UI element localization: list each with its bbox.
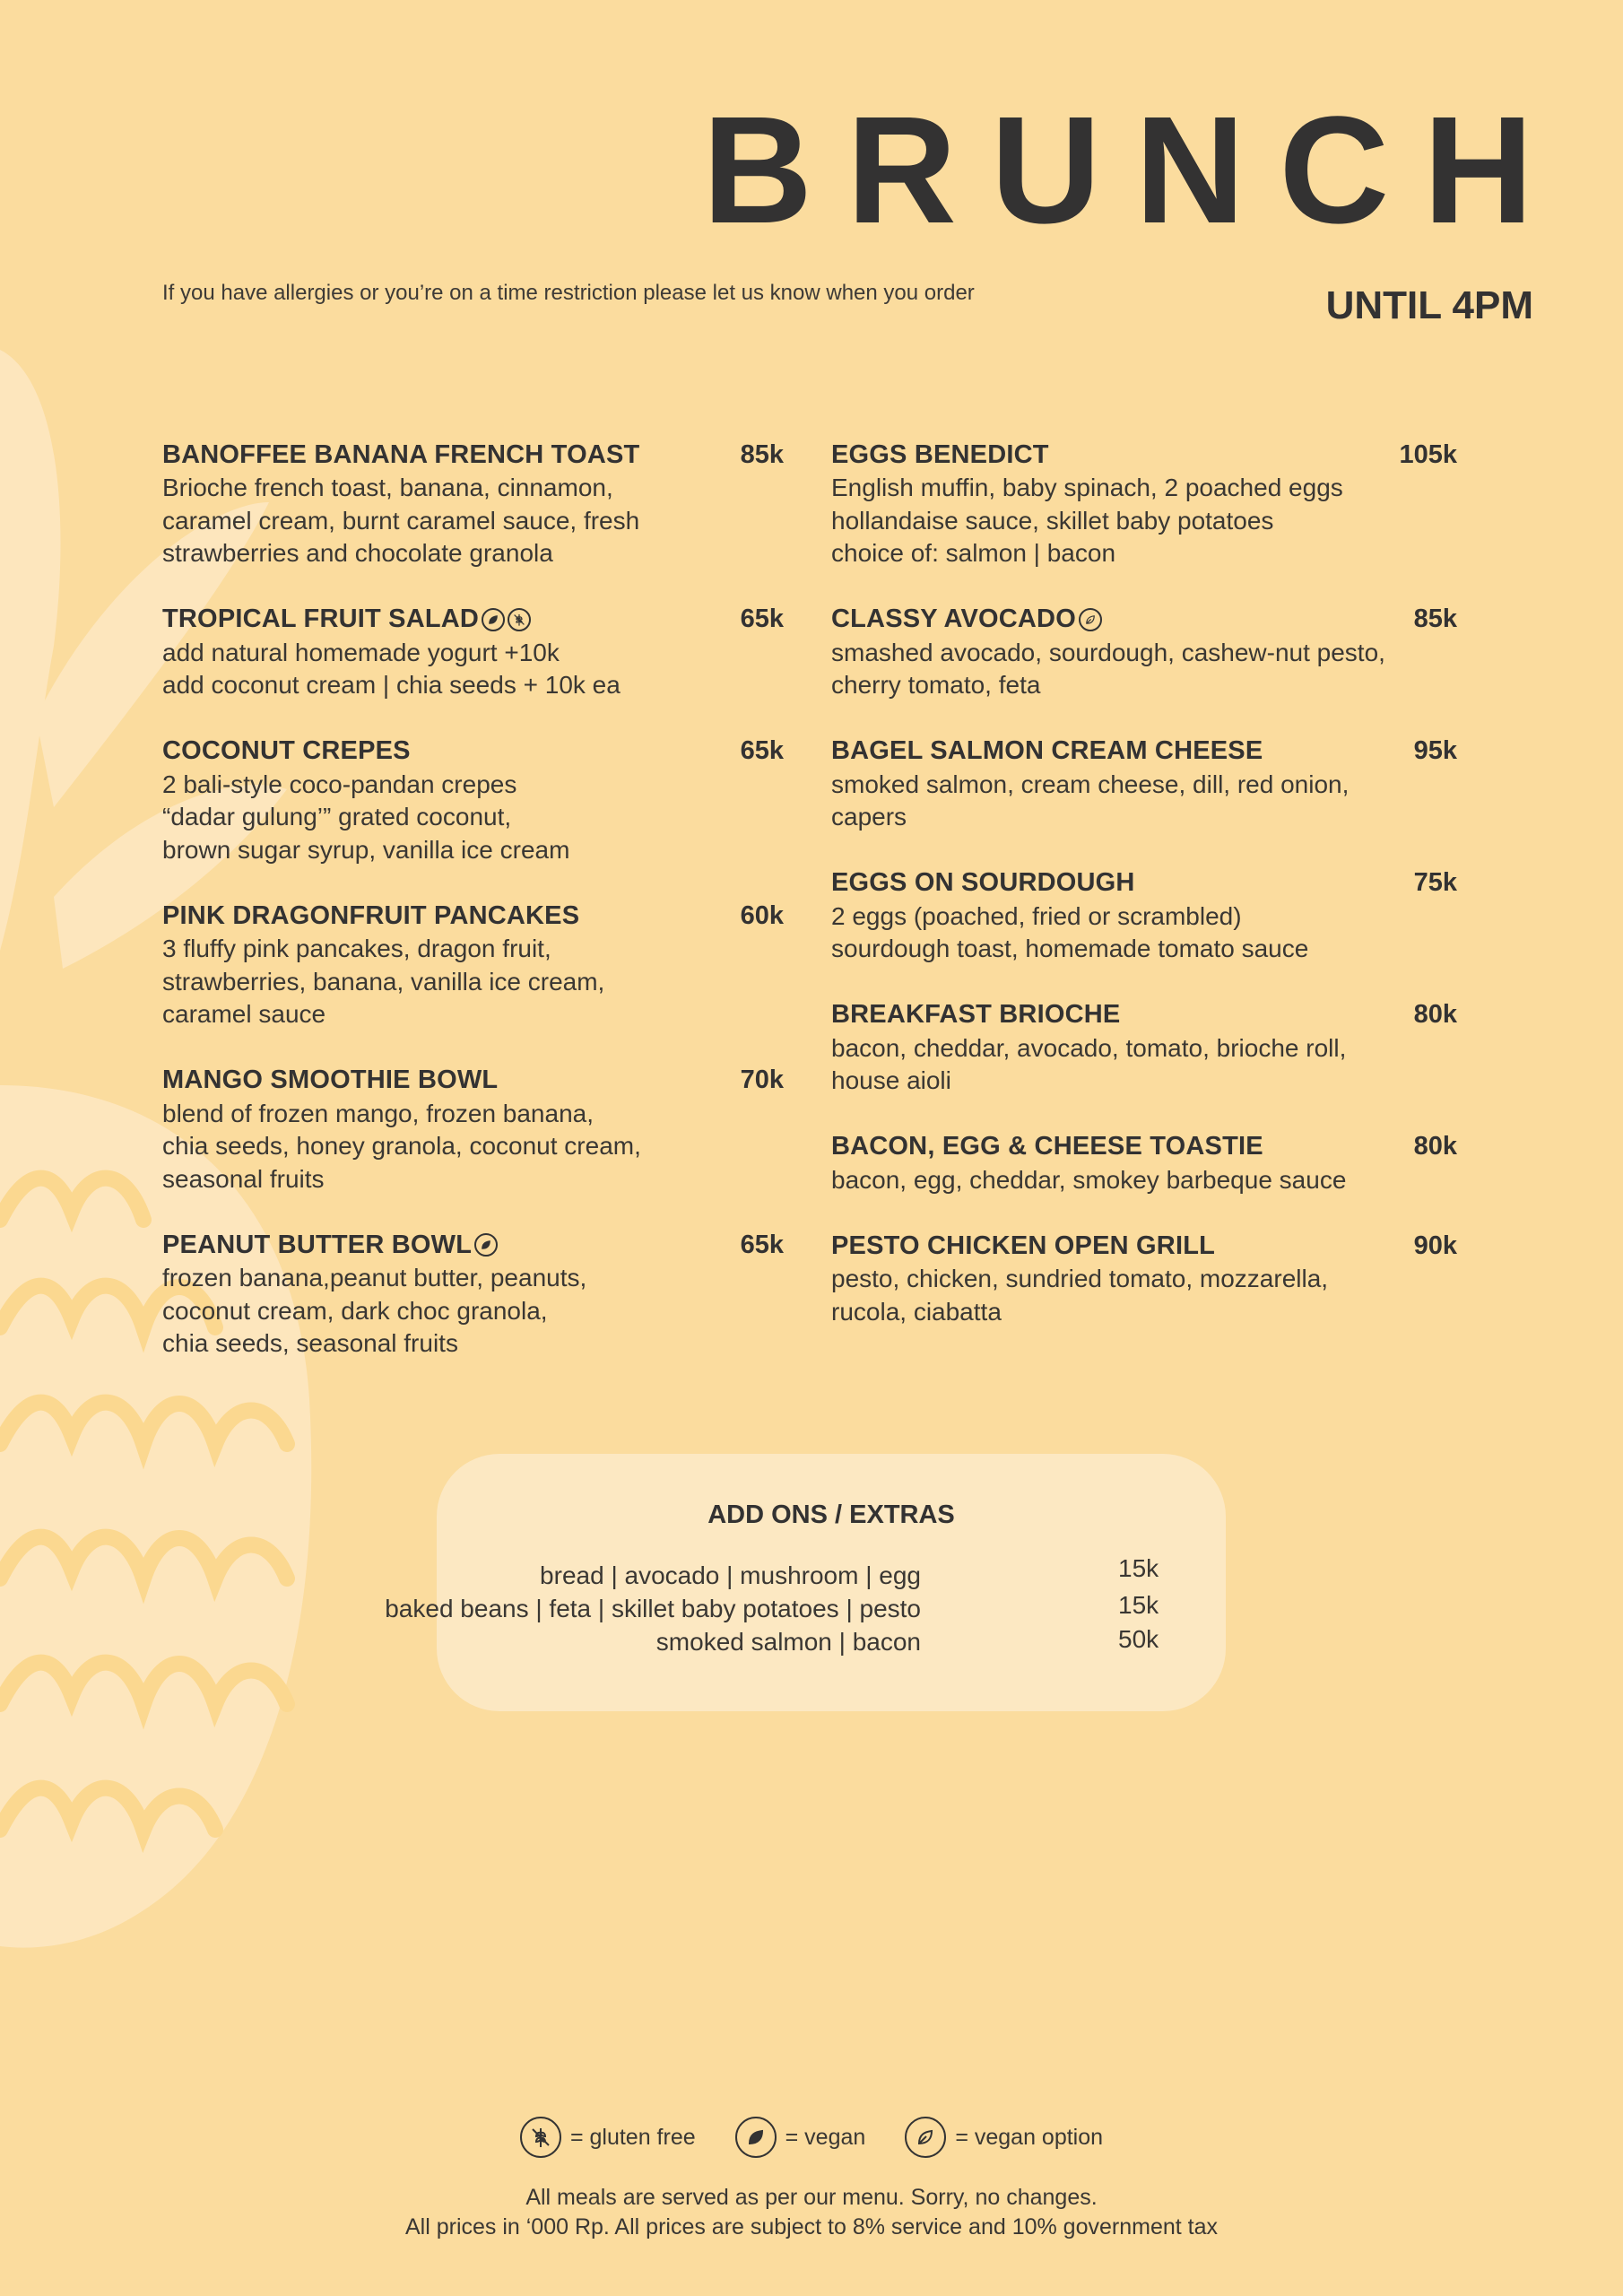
menu-item xyxy=(831,998,1457,1098)
menu-item-name-text: EGGS ON SOURDOUGH xyxy=(831,868,1135,897)
menu-item-name-text: BANOFFEE BANANA FRENCH TOAST xyxy=(162,439,640,469)
menu-item xyxy=(162,735,784,867)
menu-item-description: bacon, egg, cheddar, smokey barbeque sauce xyxy=(831,1165,1347,1194)
menu-item-description: bacon, cheddar, avocado, tomato, brioche roll, house aioli xyxy=(831,1033,1347,1094)
menu-item-header xyxy=(162,735,784,769)
menu-item xyxy=(831,438,1457,570)
vegan-icon xyxy=(735,2117,777,2158)
menu-item-header xyxy=(831,735,1457,769)
addon-row xyxy=(437,1554,1226,1597)
menu-item-name-text: MANGO SMOOTHIE BOWL xyxy=(162,1065,499,1094)
menu-item xyxy=(831,1229,1457,1328)
legend-item-vegan xyxy=(735,2117,866,2158)
menu-item-price: 95k xyxy=(1413,736,1457,765)
menu-item-name xyxy=(831,868,1135,898)
legend-label: = vegan option xyxy=(955,2124,1104,2150)
menu-item-name-text: EGGS BENEDICT xyxy=(831,439,1049,469)
menu-item-header xyxy=(831,1229,1457,1263)
menu-item-header xyxy=(831,603,1457,637)
menu-item-description: Brioche french toast, banana, cinnamon, caramel cream, burnt caramel sauce, fresh strawberries and chocolate granola xyxy=(162,474,640,567)
vegan-option-icon xyxy=(905,2117,946,2158)
addon-items: smoked salmon | bacon xyxy=(655,1628,921,1656)
page-title: BRUNCH xyxy=(702,85,1567,256)
menu-item-name xyxy=(162,604,531,634)
gluten-free-icon xyxy=(508,608,531,631)
menu-item-name-text: CLASSY AVOCADO xyxy=(831,604,1076,633)
allergy-note: If you have allergies or you’re on a time restriction please let us know when you order xyxy=(162,281,975,305)
menu-item xyxy=(162,438,784,570)
addons-title: ADD ONS / EXTRAS xyxy=(707,1500,955,1529)
footer-line: All prices in ‘000 Rp. All prices are subject to 8% service and 10% government tax xyxy=(404,2214,1218,2239)
menu-item-price: 65k xyxy=(740,736,784,765)
addon-price: 50k xyxy=(1118,1625,1159,1653)
footer-notes xyxy=(0,2183,1623,2242)
menu-item-description: blend of frozen mango, frozen banana, chia seeds, honey granola, coconut cream, seasonal fruits xyxy=(162,1099,641,1193)
menu-item xyxy=(831,1130,1457,1197)
menu-item-price: 60k xyxy=(740,900,784,930)
legend-label: = vegan xyxy=(785,2124,866,2150)
menu-item-price: 90k xyxy=(1413,1231,1457,1260)
menu-item-name-text: PINK DRAGONFRUIT PANCAKES xyxy=(162,900,580,930)
menu-item-header xyxy=(831,998,1457,1032)
menu-item-header xyxy=(831,866,1457,900)
menu-column-left xyxy=(162,438,784,1393)
menu-item-name xyxy=(831,1132,1263,1161)
menu-item-name-text: TROPICAL FRUIT SALAD xyxy=(162,604,480,633)
menu-item-price: 85k xyxy=(740,439,784,469)
menu-item-name-text: COCONUT CREPES xyxy=(162,736,411,765)
legend-item-gluten-free xyxy=(520,2117,696,2158)
footer-line: All meals are served as per our menu. Sorry, no changes. xyxy=(525,2185,1098,2210)
menu-item-name-text: PESTO CHICKEN OPEN GRILL xyxy=(831,1231,1216,1260)
menu-item-description: 2 eggs (poached, fried or scrambled) sourdough toast, homemade tomato sauce xyxy=(831,901,1309,962)
menu-item-name xyxy=(831,736,1263,766)
menu-item-header xyxy=(162,899,784,933)
menu-item-name-text: BREAKFAST BRIOCHE xyxy=(831,1000,1121,1029)
menu-item xyxy=(831,866,1457,966)
menu-item-header xyxy=(162,438,784,472)
addon-price: 15k xyxy=(1118,1554,1159,1582)
menu-item-description: frozen banana,peanut butter, peanuts, coconut cream, dark choc granola, chia seeds, seasonal fruits xyxy=(162,1264,587,1357)
menu-item-description: English muffin, baby spinach, 2 poached eggs hollandaise sauce, skillet baby potatoes choice of: salmon | bacon xyxy=(831,474,1343,567)
vegan-icon xyxy=(474,1233,498,1257)
legend-item-vegan-option xyxy=(905,2117,1103,2158)
menu-item xyxy=(831,735,1457,834)
menu-item xyxy=(831,603,1457,702)
menu-item-price: 80k xyxy=(1413,1000,1457,1029)
menu-item-price: 65k xyxy=(740,604,784,633)
addons-box xyxy=(385,1454,1226,1711)
menu-item-name xyxy=(162,440,639,470)
menu-item-price: 85k xyxy=(1413,604,1457,633)
vegan-option-icon xyxy=(1079,608,1102,631)
menu-item-header xyxy=(162,1064,784,1098)
menu-item-name-text: BAGEL SALMON CREAM CHEESE xyxy=(831,736,1263,765)
menu-item-name xyxy=(162,901,579,931)
menu-item-price: 65k xyxy=(740,1230,784,1259)
menu-item-header xyxy=(162,603,784,637)
addon-items: baked beans | feta | skillet baby potatoes | pesto xyxy=(385,1595,921,1622)
menu-item-name xyxy=(162,1065,498,1095)
menu-item-name-text: PEANUT BUTTER BOWL xyxy=(162,1230,473,1259)
menu-item-price: 75k xyxy=(1413,868,1457,897)
menu-item-header xyxy=(831,1130,1457,1164)
addon-row xyxy=(437,1625,1226,1664)
dietary-legend xyxy=(0,2117,1623,2158)
menu-item-name xyxy=(162,736,411,766)
menu-item-name xyxy=(162,1231,498,1260)
menu-item xyxy=(162,1228,784,1361)
addon-items: bread | avocado | mushroom | egg xyxy=(540,1561,921,1589)
vegan-icon xyxy=(482,608,505,631)
menu-item-name xyxy=(831,604,1102,634)
legend-label: = gluten free xyxy=(569,2124,696,2150)
menu-item-description: 2 bali-style coco-pandan crepes “dadar gulung’” grated coconut, brown sugar syrup, vanilla ice cream xyxy=(162,770,570,864)
menu-item-description: 3 fluffy pink pancakes, dragon fruit, strawberries, banana, vanilla ice cream, caramel sauce xyxy=(162,935,605,1028)
menu-item xyxy=(162,603,784,702)
menu-item-price: 105k xyxy=(1399,439,1457,469)
menu-item-description: pesto, chicken, sundried tomato, mozzarella, rucola, ciabatta xyxy=(831,1265,1329,1326)
menu-item-price: 70k xyxy=(740,1065,784,1094)
serving-hours: UNTIL 4PM xyxy=(1325,283,1533,327)
menu-item xyxy=(162,1064,784,1196)
menu-column-right xyxy=(831,438,1457,1361)
gluten-free-icon xyxy=(520,2117,561,2158)
menu-item-description: add natural homemade yogurt +10k add coconut cream | chia seeds + 10k ea xyxy=(162,638,621,699)
menu-item xyxy=(162,899,784,1031)
addon-row xyxy=(385,1591,1226,1631)
menu-item-price: 80k xyxy=(1413,1132,1457,1161)
menu-item-name xyxy=(831,1000,1120,1030)
menu-item-name xyxy=(831,1231,1215,1261)
menu-item-description: smoked salmon, cream cheese, dill, red onion, capers xyxy=(831,770,1350,831)
menu-item-name-text: BACON, EGG & CHEESE TOASTIE xyxy=(831,1132,1263,1161)
menu-item-header xyxy=(831,438,1457,472)
menu-item-name xyxy=(831,440,1049,470)
menu-item-header xyxy=(162,1228,784,1262)
menu-item-description: smashed avocado, sourdough, cashew-nut pesto, cherry tomato, feta xyxy=(831,638,1385,699)
addon-price: 15k xyxy=(1118,1591,1159,1619)
